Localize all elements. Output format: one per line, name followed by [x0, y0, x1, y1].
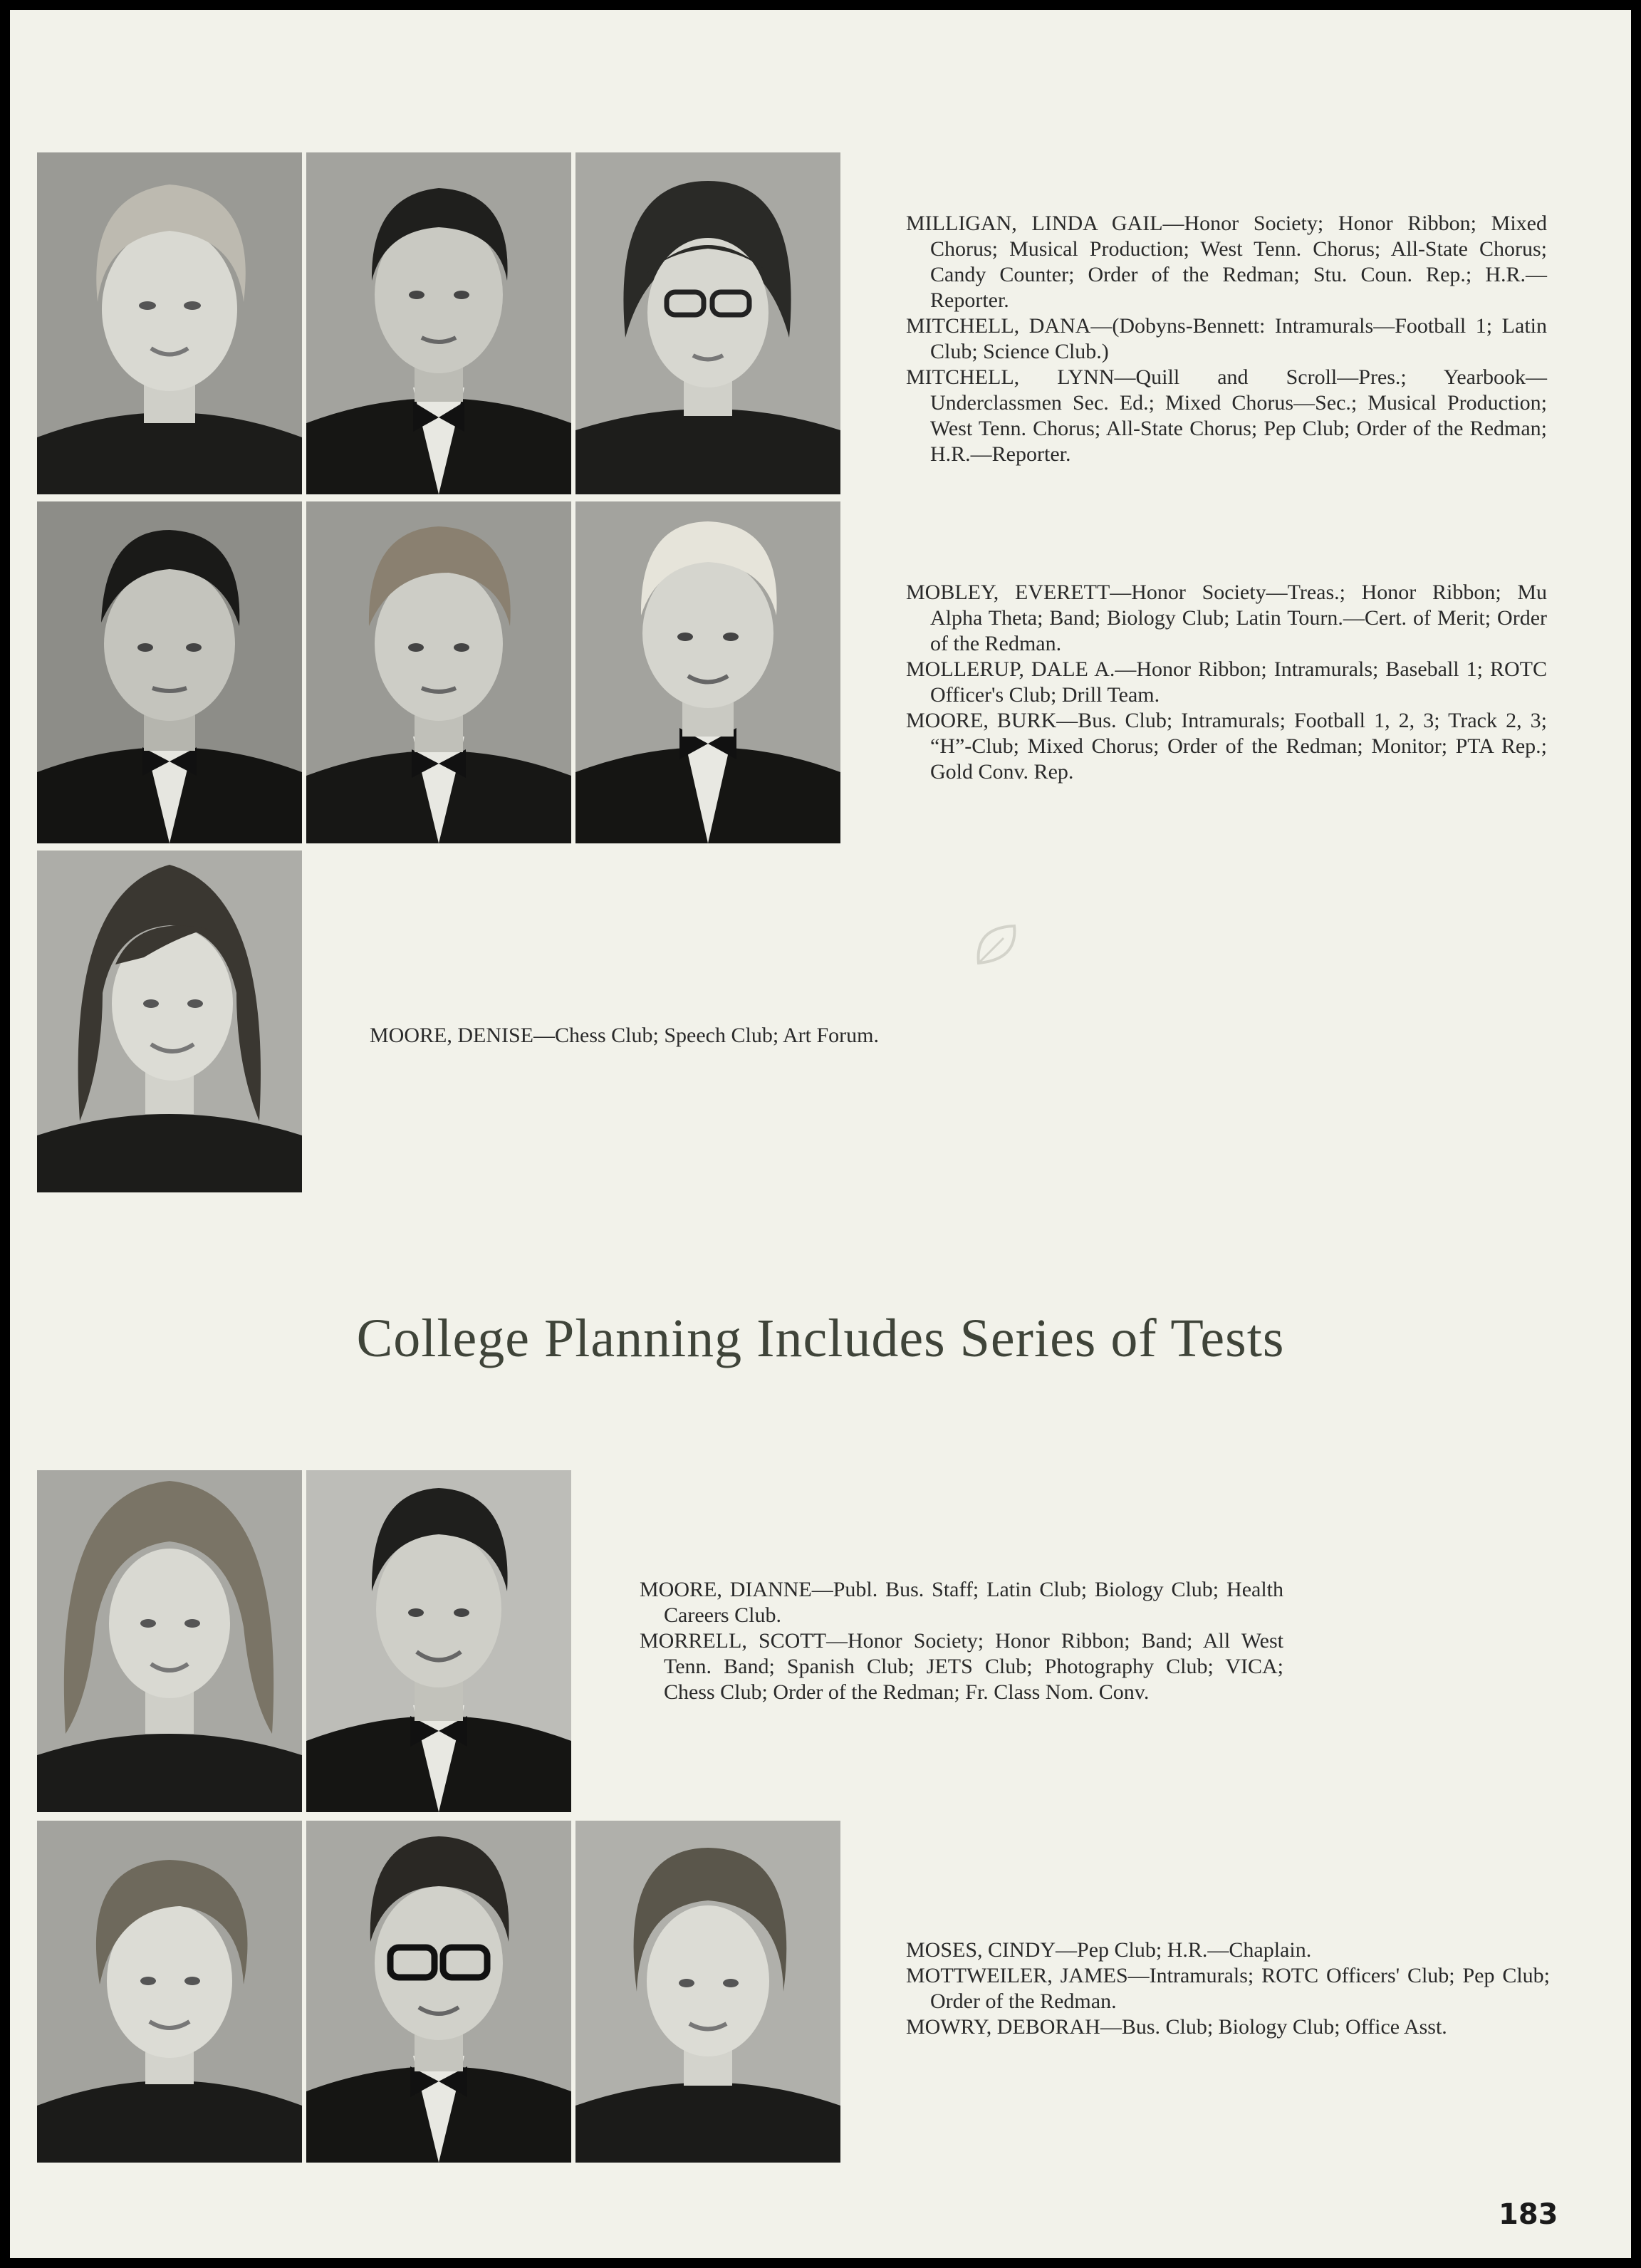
entry-mitchell-lynn: MITCHELL, LYNN—Quill and Scroll—Pres.; Yearbook—Underclassmen Sec. Ed.; Mixed Chorus—Sec.; Musical Production; West Tenn. Chorus; All-State Chorus; Pep Club; Order of the Redman; H.R.—Reporter. — [906, 365, 1547, 466]
portrait-mowry-deborah — [575, 1821, 840, 2163]
portrait-moore-dianne — [37, 1470, 302, 1812]
entries-group-1 — [906, 211, 1547, 467]
leaf-watermark-icon — [971, 920, 1021, 970]
portrait-mobley-everett — [37, 501, 302, 843]
entries-group-4 — [640, 1577, 1283, 1705]
portrait-male-tuxedo-icon — [575, 501, 840, 843]
entry-moses-cindy: MOSES, CINDY—Pep Club; H.R.—Chaplain. — [906, 1938, 1312, 1962]
portrait-male-tuxedo-icon — [306, 501, 571, 843]
entry-moore-burk: MOORE, BURK—Bus. Club; Intramurals; Football 1, 2, 3; Track 2, 3; “H”-Club; Mixed Chorus; Order of the Redman; Monitor; PTA Rep.; Gold Conv. Rep. — [906, 709, 1547, 784]
portrait-moore-denise — [37, 850, 302, 1192]
entry-milligan-linda: MILLIGAN, LINDA GAIL—Honor Society; Honor Ribbon; Mixed Chorus; Musical Production; West Tenn. Chorus; All-State Chorus; Candy Counter; Order of the Redman; Stu. Coun. Rep.; H.R.—Reporter. — [906, 212, 1547, 312]
portrait-female-short-hair-icon — [37, 1821, 302, 2163]
entry-mowry-deborah: MOWRY, DEBORAH—Bus. Club; Biology Club; Office Asst. — [906, 2015, 1447, 2039]
page-headline: College Planning Includes Series of Tests — [356, 1309, 1285, 1368]
portrait-male-glasses-icon — [306, 1821, 571, 2163]
entry-mottweiler-james: MOTTWEILER, JAMES—Intramurals; ROTC Officers' Club; Pep Club; Order of the Redman. — [906, 1964, 1550, 2013]
portrait-milligan-linda — [37, 152, 302, 494]
portrait-female-short-hair-icon — [575, 1821, 840, 2163]
portrait-male-tuxedo-icon — [306, 1470, 571, 1812]
entry-mitchell-dana: MITCHELL, DANA—(Dobyns-Bennett: Intramurals—Football 1; Latin Club; Science Club.) — [906, 314, 1547, 363]
entry-mobley-everett: MOBLEY, EVERETT—Honor Society—Treas.; Honor Ribbon; Mu Alpha Theta; Band; Biology Club; Latin Tourn.—Cert. of Merit; Order of the Redman. — [906, 581, 1547, 655]
entry-morrell-scott: MORRELL, SCOTT—Honor Society; Honor Ribbon; Band; All West Tenn. Band; Spanish Club; JETS Club; Photography Club; VICA; Chess Club; Order of the Redman; Fr. Class Nom. Conv. — [640, 1629, 1283, 1704]
entry-mollerup-dale: MOLLERUP, DALE A.—Honor Ribbon; Intramurals; Baseball 1; ROTC Officer's Club; Drill Team. — [906, 657, 1547, 707]
entries-group-2 — [906, 580, 1547, 785]
page-number: 183 — [1499, 2198, 1558, 2231]
entries-group-5 — [906, 1937, 1550, 2040]
entry-moore-dianne: MOORE, DIANNE—Publ. Bus. Staff; Latin Club; Biology Club; Health Careers Club. — [640, 1578, 1283, 1627]
portrait-mitchell-lynn — [575, 152, 840, 494]
portrait-female-glasses-icon — [575, 152, 840, 494]
portrait-mollerup-dale — [306, 501, 571, 843]
portrait-mitchell-dana — [306, 152, 571, 494]
portrait-female-bouffant-icon — [37, 1470, 302, 1812]
portrait-male-tuxedo-icon — [306, 152, 571, 494]
portrait-male-tuxedo-icon — [37, 501, 302, 843]
portrait-female-long-hair-icon — [37, 850, 302, 1192]
yearbook-page — [10, 10, 1631, 2258]
portrait-moore-burk — [575, 501, 840, 843]
portrait-mottweiler-james — [306, 1821, 571, 2163]
portrait-morrell-scott — [306, 1470, 571, 1812]
portrait-female-short-hair-icon — [37, 152, 302, 494]
portrait-moses-cindy — [37, 1821, 302, 2163]
entry-moore-denise: MOORE, DENISE—Chess Club; Speech Club; Art Forum. — [370, 1024, 880, 1047]
